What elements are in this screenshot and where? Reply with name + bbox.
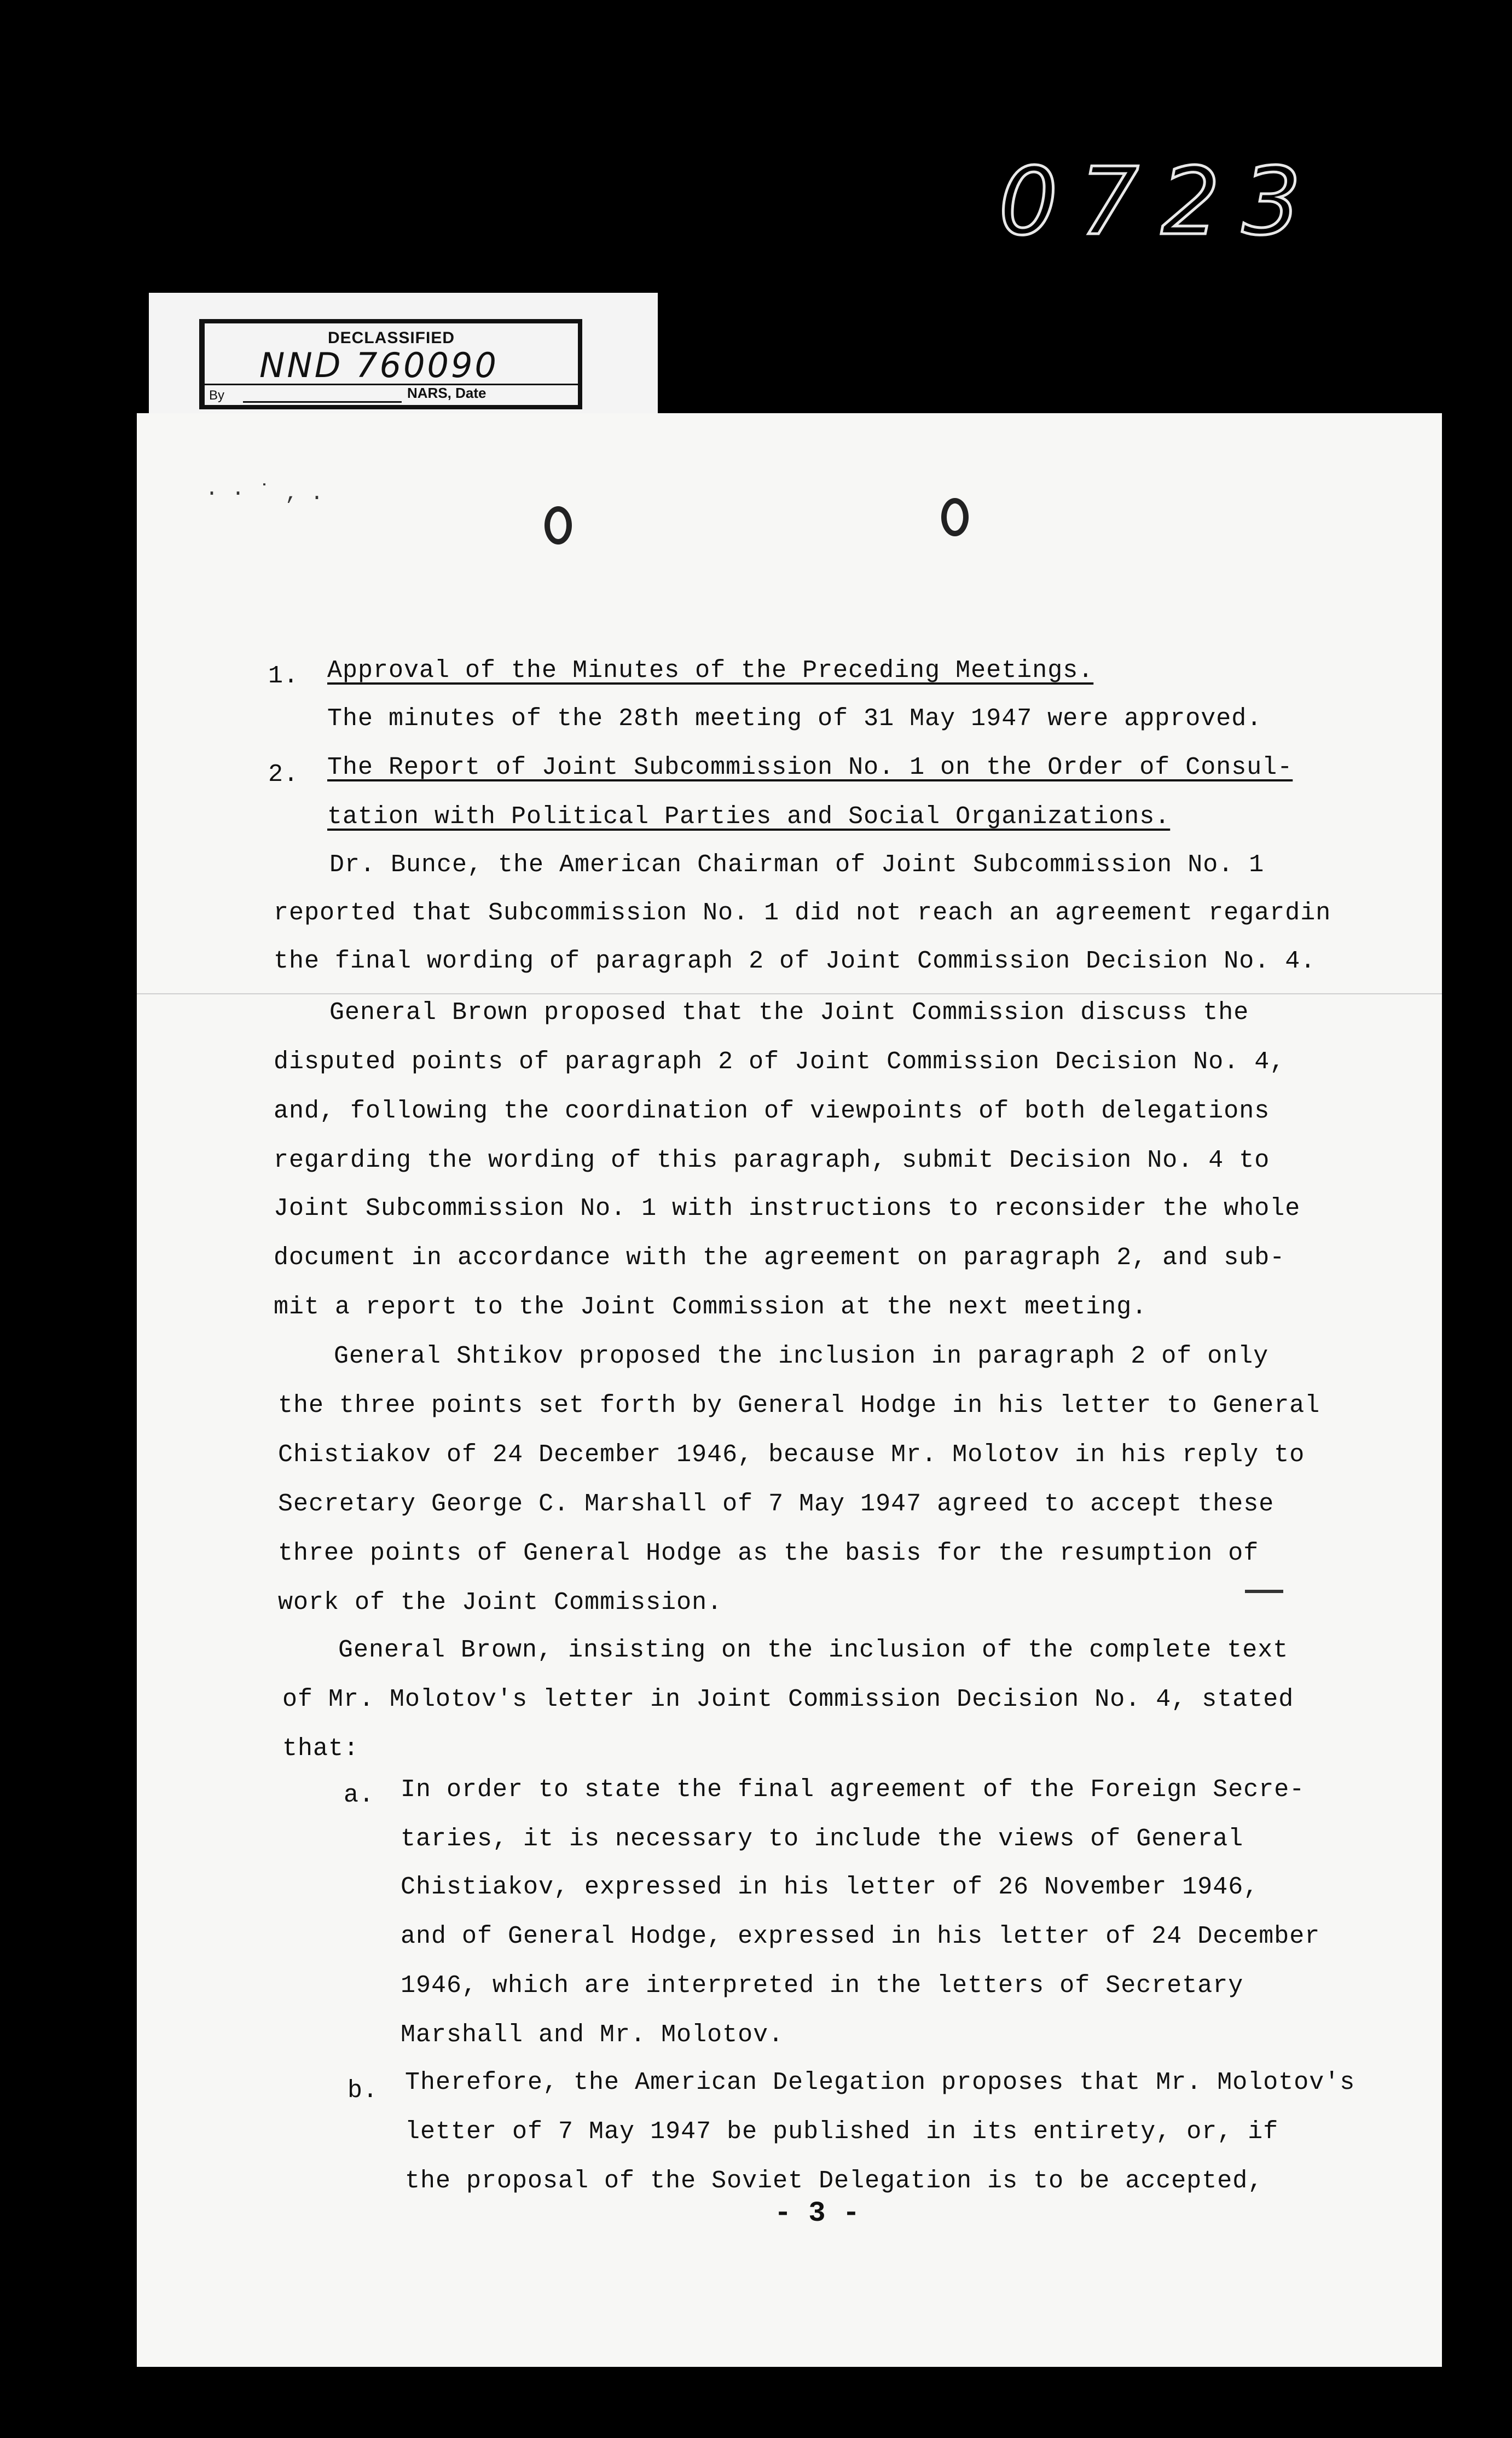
item-1-number: 1. <box>268 662 299 690</box>
declassification-stamp-card <box>149 293 658 427</box>
item-2-title-line-2: tation with Political Parties and Social Organizations. <box>327 803 1171 831</box>
body-line: the final wording of paragraph 2 of Joint Commission Decision No. 4. <box>274 947 1316 975</box>
page-number: - 3 - <box>774 2197 860 2229</box>
body-line: the three points set forth by General Hodge in his letter to General <box>278 1392 1320 1420</box>
stray-marks: · · ˙ ‚ . <box>205 482 324 506</box>
body-line: regarding the wording of this paragraph, submit Decision No. 4 to <box>274 1146 1270 1174</box>
body-line: three points of General Hodge as the basis for the resumption of <box>278 1539 1259 1567</box>
sub-item-a-label: a. <box>344 1781 375 1809</box>
body-line: Secretary George C. Marshall of 7 May 1947 agreed to accept these <box>278 1490 1275 1518</box>
body-line: Chistiakov of 24 December 1946, because Mr. Molotov in his reply to <box>278 1441 1305 1469</box>
body-line: document in accordance with the agreement on paragraph 2, and sub- <box>274 1244 1285 1272</box>
frame-number: 0723 <box>999 148 1323 256</box>
sub-item-a-line: taries, it is necessary to include the views of General <box>401 1825 1244 1853</box>
stamp-signature-line <box>243 401 402 403</box>
item-2-number: 2. <box>268 761 299 789</box>
item-1-title: Approval of the Minutes of the Preceding Meetings. <box>327 657 1094 685</box>
body-line: General Brown proposed that the Joint Commission discuss the <box>329 999 1249 1027</box>
sub-item-a-line: 1946, which are interpreted in the letters of Secretary <box>401 1972 1244 2000</box>
body-line: General Brown, insisting on the inclusion of the complete text <box>338 1636 1289 1664</box>
stamp-rule <box>205 384 578 385</box>
body-line: mit a report to the Joint Commission at the next meeting. <box>274 1293 1148 1321</box>
body-line: that: <box>282 1735 360 1763</box>
sub-item-b-label: b. <box>347 2077 379 2105</box>
body-line: disputed points of paragraph 2 of Joint Commission Decision No. 4, <box>274 1048 1285 1076</box>
punch-hole-left <box>544 506 572 545</box>
document-page <box>137 413 1442 2367</box>
body-line: Joint Subcommission No. 1 with instructions to reconsider the whole <box>274 1195 1301 1223</box>
body-line: reported that Subcommission No. 1 did not reach an agreement regardin <box>274 899 1331 927</box>
declassification-stamp <box>199 319 582 409</box>
stamp-rule-bottom <box>205 407 578 408</box>
sub-item-a-line: Marshall and Mr. Molotov. <box>401 2021 784 2049</box>
fold-line <box>137 993 1442 994</box>
body-line: work of the Joint Commission. <box>278 1589 723 1617</box>
sub-item-a-line: and of General Hodge, expressed in his letter of 24 December <box>401 1922 1320 1950</box>
sub-item-b-line: letter of 7 May 1947 be published in its entirety, or, if <box>405 2118 1279 2146</box>
punch-hole-right <box>941 498 969 536</box>
sub-item-a-line: In order to state the final agreement of the Foreign Secre- <box>401 1776 1305 1804</box>
sub-item-b-line: Therefore, the American Delegation proposes that Mr. Molotov's <box>405 2069 1355 2097</box>
stray-mark <box>1245 1590 1283 1593</box>
stamp-nnd-number: NND 760090 <box>259 345 499 385</box>
stamp-nars-date-label: NARS, Date <box>407 385 486 401</box>
body-line: Dr. Bunce, the American Chairman of Joint Subcommission No. 1 <box>329 851 1265 879</box>
sub-item-b-line: the proposal of the Soviet Delegation is to be accepted, <box>405 2167 1264 2195</box>
sub-item-a-line: Chistiakov, expressed in his letter of 26 November 1946, <box>401 1873 1259 1901</box>
body-line: of Mr. Molotov's letter in Joint Commission Decision No. 4, stated <box>282 1686 1294 1713</box>
item-1-body: The minutes of the 28th meeting of 31 May 1947 were approved. <box>327 705 1262 733</box>
item-2-title-line-1: The Report of Joint Subcommission No. 1 on the Order of Consul- <box>327 754 1293 781</box>
body-line: and, following the coordination of viewpoints of both delegations <box>274 1097 1270 1125</box>
body-line: General Shtikov proposed the inclusion in paragraph 2 of only <box>334 1342 1269 1370</box>
stamp-title: DECLASSIFIED <box>328 329 455 347</box>
stamp-by-label: By <box>209 388 225 403</box>
